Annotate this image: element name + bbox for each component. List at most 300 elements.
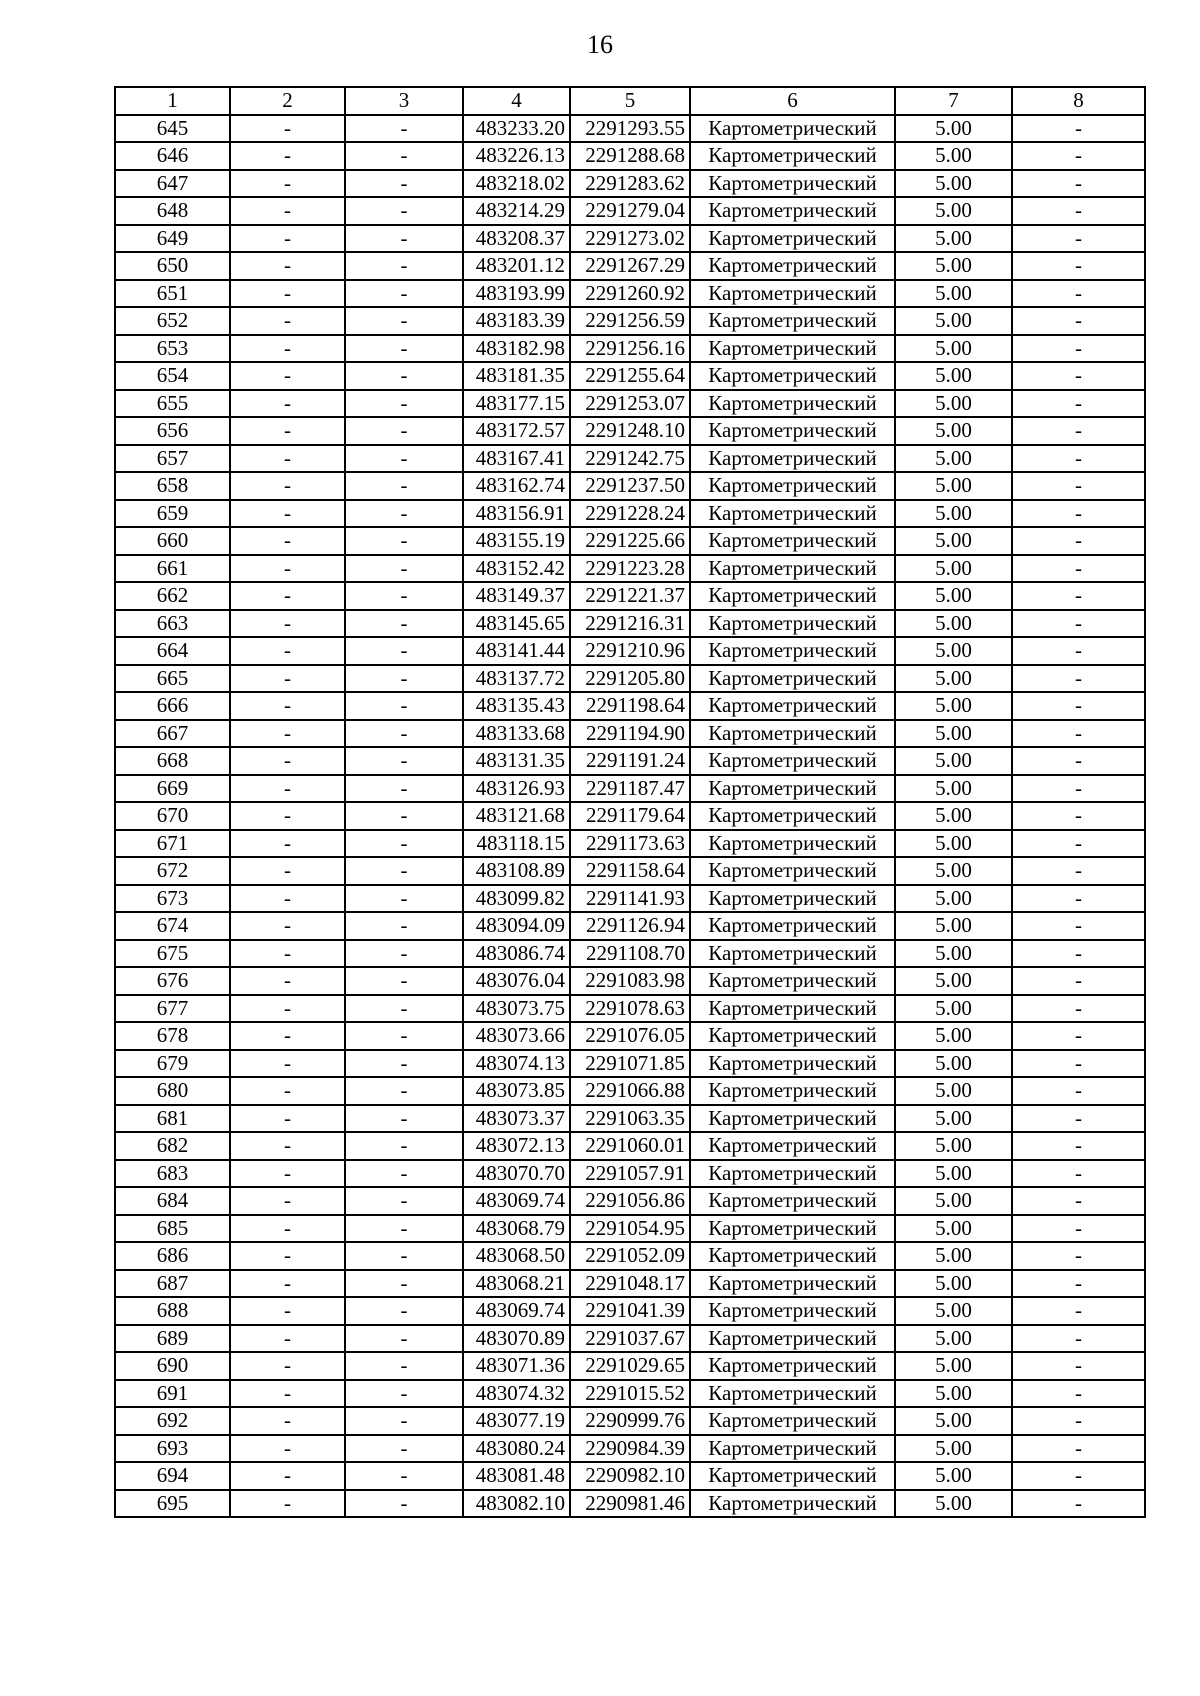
table-row [115,830,1145,858]
table-row [115,747,1145,775]
point-number-cell: 647 [115,170,230,198]
col3-cell: - [345,830,463,858]
col8-cell: - [1012,940,1145,968]
col2-cell: - [230,747,345,775]
point-number-cell: 662 [115,582,230,610]
point-number-cell: 669 [115,775,230,803]
point-number-cell: 648 [115,197,230,225]
x-coordinate-cell: 483070.89 [463,1325,570,1353]
point-number-cell: 690 [115,1352,230,1380]
accuracy-cell: 5.00 [895,802,1012,830]
method-cell: Картометрический [690,1132,895,1160]
point-number-cell: 671 [115,830,230,858]
col2-cell: - [230,142,345,170]
col3-cell: - [345,500,463,528]
col2-cell: - [230,1380,345,1408]
x-coordinate-cell: 483068.50 [463,1242,570,1270]
method-cell: Картометрический [690,335,895,363]
col8-cell: - [1012,1352,1145,1380]
col3-cell: - [345,527,463,555]
col2-cell: - [230,417,345,445]
col2-cell: - [230,555,345,583]
col8-cell: - [1012,720,1145,748]
col3-cell: - [345,1160,463,1188]
method-cell: Картометрический [690,1242,895,1270]
col2-cell: - [230,582,345,610]
col3-cell: - [345,445,463,473]
y-coordinate-cell: 2291194.90 [570,720,690,748]
accuracy-cell: 5.00 [895,1407,1012,1435]
col2-cell: - [230,775,345,803]
table-row [115,1050,1145,1078]
table-row [115,1242,1145,1270]
table-row [115,1132,1145,1160]
point-number-cell: 658 [115,472,230,500]
table-row [115,857,1145,885]
method-cell: Картометрический [690,857,895,885]
x-coordinate-cell: 483068.21 [463,1270,570,1298]
y-coordinate-cell: 2290981.46 [570,1490,690,1518]
accuracy-cell: 5.00 [895,1270,1012,1298]
method-cell: Картометрический [690,912,895,940]
y-coordinate-cell: 2291037.67 [570,1325,690,1353]
y-coordinate-cell: 2291205.80 [570,665,690,693]
col2-cell: - [230,1435,345,1463]
y-coordinate-cell: 2291248.10 [570,417,690,445]
x-coordinate-cell: 483135.43 [463,692,570,720]
col8-cell: - [1012,335,1145,363]
x-coordinate-cell: 483208.37 [463,225,570,253]
col8-cell: - [1012,362,1145,390]
col3-cell: - [345,1077,463,1105]
point-number-cell: 673 [115,885,230,913]
point-number-cell: 689 [115,1325,230,1353]
col3-cell: - [345,225,463,253]
point-number-cell: 663 [115,610,230,638]
col3-cell: - [345,967,463,995]
x-coordinate-cell: 483126.93 [463,775,570,803]
point-number-cell: 675 [115,940,230,968]
coordinates-table [114,86,1146,1518]
col2-cell: - [230,1325,345,1353]
col8-cell: - [1012,170,1145,198]
y-coordinate-cell: 2291141.93 [570,885,690,913]
col3-cell: - [345,362,463,390]
y-coordinate-cell: 2291078.63 [570,995,690,1023]
y-coordinate-cell: 2291216.31 [570,610,690,638]
col3-cell: - [345,555,463,583]
x-coordinate-cell: 483201.12 [463,252,570,280]
x-coordinate-cell: 483226.13 [463,142,570,170]
accuracy-cell: 5.00 [895,665,1012,693]
accuracy-cell: 5.00 [895,1325,1012,1353]
x-coordinate-cell: 483214.29 [463,197,570,225]
method-cell: Картометрический [690,1352,895,1380]
x-coordinate-cell: 483183.39 [463,307,570,335]
table-header-row [115,87,1145,115]
col3-cell: - [345,775,463,803]
col2-cell: - [230,1187,345,1215]
x-coordinate-cell: 483108.89 [463,857,570,885]
method-cell: Картометрический [690,1215,895,1243]
col8-cell: - [1012,225,1145,253]
col2-cell: - [230,857,345,885]
col2-cell: - [230,472,345,500]
y-coordinate-cell: 2291283.62 [570,170,690,198]
col8-cell: - [1012,830,1145,858]
accuracy-cell: 5.00 [895,335,1012,363]
col3-cell: - [345,115,463,143]
point-number-cell: 651 [115,280,230,308]
col8-cell: - [1012,1462,1145,1490]
col8-cell: - [1012,1022,1145,1050]
method-cell: Картометрический [690,995,895,1023]
y-coordinate-cell: 2291057.91 [570,1160,690,1188]
x-coordinate-cell: 483073.66 [463,1022,570,1050]
y-coordinate-cell: 2291158.64 [570,857,690,885]
y-coordinate-cell: 2291242.75 [570,445,690,473]
col8-cell: - [1012,1132,1145,1160]
col8-cell: - [1012,1297,1145,1325]
y-coordinate-cell: 2291191.24 [570,747,690,775]
x-coordinate-cell: 483118.15 [463,830,570,858]
table-row [115,197,1145,225]
point-number-cell: 653 [115,335,230,363]
col2-cell: - [230,500,345,528]
x-coordinate-cell: 483070.70 [463,1160,570,1188]
col2-cell: - [230,390,345,418]
accuracy-cell: 5.00 [895,1242,1012,1270]
method-cell: Картометрический [690,307,895,335]
col2-cell: - [230,225,345,253]
point-number-cell: 655 [115,390,230,418]
y-coordinate-cell: 2291288.68 [570,142,690,170]
point-number-cell: 677 [115,995,230,1023]
col8-cell: - [1012,252,1145,280]
x-coordinate-cell: 483073.75 [463,995,570,1023]
col2-cell: - [230,637,345,665]
col3-cell: - [345,720,463,748]
method-cell: Картометрический [690,1490,895,1518]
x-coordinate-cell: 483162.74 [463,472,570,500]
y-coordinate-cell: 2291179.64 [570,802,690,830]
table-row [115,665,1145,693]
point-number-cell: 667 [115,720,230,748]
col2-cell: - [230,830,345,858]
x-coordinate-cell: 483177.15 [463,390,570,418]
y-coordinate-cell: 2291076.05 [570,1022,690,1050]
col8-cell: - [1012,1215,1145,1243]
accuracy-cell: 5.00 [895,912,1012,940]
col3-cell: - [345,610,463,638]
table-row [115,142,1145,170]
table-row [115,1325,1145,1353]
method-cell: Картометрический [690,115,895,143]
accuracy-cell: 5.00 [895,197,1012,225]
col2-cell: - [230,252,345,280]
accuracy-cell: 5.00 [895,1050,1012,1078]
col8-cell: - [1012,527,1145,555]
table-row [115,1380,1145,1408]
col2-cell: - [230,335,345,363]
col8-cell: - [1012,197,1145,225]
y-coordinate-cell: 2291279.04 [570,197,690,225]
table-row [115,280,1145,308]
col2-cell: - [230,362,345,390]
method-cell: Картометрический [690,142,895,170]
x-coordinate-cell: 483121.68 [463,802,570,830]
accuracy-cell: 5.00 [895,720,1012,748]
y-coordinate-cell: 2291273.02 [570,225,690,253]
page-number: 16 [587,30,613,59]
point-number-cell: 682 [115,1132,230,1160]
accuracy-cell: 5.00 [895,1187,1012,1215]
y-coordinate-cell: 2291056.86 [570,1187,690,1215]
col3-cell: - [345,1462,463,1490]
table-row [115,692,1145,720]
col8-cell: - [1012,967,1145,995]
col8-cell: - [1012,802,1145,830]
method-cell: Картометрический [690,1297,895,1325]
accuracy-cell: 5.00 [895,362,1012,390]
accuracy-cell: 5.00 [895,280,1012,308]
col2-cell: - [230,1242,345,1270]
method-cell: Картометрический [690,527,895,555]
col2-cell: - [230,1462,345,1490]
accuracy-cell: 5.00 [895,445,1012,473]
y-coordinate-cell: 2290984.39 [570,1435,690,1463]
col3-cell: - [345,1050,463,1078]
point-number-cell: 687 [115,1270,230,1298]
point-number-cell: 659 [115,500,230,528]
x-coordinate-cell: 483086.74 [463,940,570,968]
table-row [115,1215,1145,1243]
method-cell: Картометрический [690,830,895,858]
col2-cell: - [230,1407,345,1435]
column-header-6: 6 [690,87,895,115]
x-coordinate-cell: 483072.13 [463,1132,570,1160]
x-coordinate-cell: 483233.20 [463,115,570,143]
x-coordinate-cell: 483068.79 [463,1215,570,1243]
col8-cell: - [1012,390,1145,418]
col8-cell: - [1012,637,1145,665]
col2-cell: - [230,1270,345,1298]
y-coordinate-cell: 2291071.85 [570,1050,690,1078]
column-header-7: 7 [895,87,1012,115]
col8-cell: - [1012,1187,1145,1215]
column-header-5: 5 [570,87,690,115]
col3-cell: - [345,1132,463,1160]
accuracy-cell: 5.00 [895,582,1012,610]
y-coordinate-cell: 2291223.28 [570,555,690,583]
point-number-cell: 654 [115,362,230,390]
accuracy-cell: 5.00 [895,940,1012,968]
method-cell: Картометрический [690,775,895,803]
table-row [115,1105,1145,1133]
x-coordinate-cell: 483081.48 [463,1462,570,1490]
col2-cell: - [230,170,345,198]
accuracy-cell: 5.00 [895,967,1012,995]
table-row [115,307,1145,335]
point-number-cell: 686 [115,1242,230,1270]
table-row [115,720,1145,748]
col2-cell: - [230,1160,345,1188]
method-cell: Картометрический [690,472,895,500]
table-row [115,610,1145,638]
col2-cell: - [230,527,345,555]
x-coordinate-cell: 483074.32 [463,1380,570,1408]
accuracy-cell: 5.00 [895,417,1012,445]
col3-cell: - [345,995,463,1023]
col3-cell: - [345,1215,463,1243]
x-coordinate-cell: 483080.24 [463,1435,570,1463]
accuracy-cell: 5.00 [895,225,1012,253]
y-coordinate-cell: 2291256.16 [570,335,690,363]
accuracy-cell: 5.00 [895,1077,1012,1105]
col8-cell: - [1012,1435,1145,1463]
col8-cell: - [1012,1160,1145,1188]
table-row [115,1077,1145,1105]
point-number-cell: 676 [115,967,230,995]
y-coordinate-cell: 2291187.47 [570,775,690,803]
method-cell: Картометрический [690,885,895,913]
table-row [115,445,1145,473]
table-row [115,912,1145,940]
accuracy-cell: 5.00 [895,500,1012,528]
y-coordinate-cell: 2291126.94 [570,912,690,940]
x-coordinate-cell: 483094.09 [463,912,570,940]
method-cell: Картометрический [690,720,895,748]
point-number-cell: 666 [115,692,230,720]
column-header-2: 2 [230,87,345,115]
x-coordinate-cell: 483141.44 [463,637,570,665]
col2-cell: - [230,445,345,473]
col8-cell: - [1012,857,1145,885]
col2-cell: - [230,1215,345,1243]
y-coordinate-cell: 2291015.52 [570,1380,690,1408]
method-cell: Картометрический [690,1462,895,1490]
method-cell: Картометрический [690,665,895,693]
x-coordinate-cell: 483069.74 [463,1297,570,1325]
method-cell: Картометрический [690,747,895,775]
x-coordinate-cell: 483074.13 [463,1050,570,1078]
col3-cell: - [345,857,463,885]
method-cell: Картометрический [690,967,895,995]
point-number-cell: 664 [115,637,230,665]
col3-cell: - [345,390,463,418]
col8-cell: - [1012,472,1145,500]
table-row [115,967,1145,995]
col3-cell: - [345,885,463,913]
method-cell: Картометрический [690,692,895,720]
col2-cell: - [230,1297,345,1325]
point-number-cell: 668 [115,747,230,775]
table-row [115,335,1145,363]
accuracy-cell: 5.00 [895,1022,1012,1050]
y-coordinate-cell: 2291253.07 [570,390,690,418]
accuracy-cell: 5.00 [895,1380,1012,1408]
point-number-cell: 694 [115,1462,230,1490]
table-body [115,115,1145,1518]
table-row [115,472,1145,500]
point-number-cell: 649 [115,225,230,253]
y-coordinate-cell: 2291173.63 [570,830,690,858]
y-coordinate-cell: 2291256.59 [570,307,690,335]
accuracy-cell: 5.00 [895,142,1012,170]
accuracy-cell: 5.00 [895,747,1012,775]
col2-cell: - [230,692,345,720]
accuracy-cell: 5.00 [895,307,1012,335]
method-cell: Картометрический [690,1050,895,1078]
accuracy-cell: 5.00 [895,610,1012,638]
x-coordinate-cell: 483182.98 [463,335,570,363]
table-row [115,500,1145,528]
point-number-cell: 683 [115,1160,230,1188]
table-row [115,527,1145,555]
table-row [115,885,1145,913]
col3-cell: - [345,1242,463,1270]
col3-cell: - [345,802,463,830]
x-coordinate-cell: 483131.35 [463,747,570,775]
col2-cell: - [230,1077,345,1105]
point-number-cell: 657 [115,445,230,473]
point-number-cell: 650 [115,252,230,280]
y-coordinate-cell: 2291029.65 [570,1352,690,1380]
point-number-cell: 695 [115,1490,230,1518]
method-cell: Картометрический [690,1077,895,1105]
col2-cell: - [230,1132,345,1160]
y-coordinate-cell: 2291267.29 [570,252,690,280]
col8-cell: - [1012,1242,1145,1270]
method-cell: Картометрический [690,417,895,445]
col3-cell: - [345,1022,463,1050]
method-cell: Картометрический [690,280,895,308]
method-cell: Картометрический [690,1270,895,1298]
accuracy-cell: 5.00 [895,1297,1012,1325]
col2-cell: - [230,1105,345,1133]
y-coordinate-cell: 2290999.76 [570,1407,690,1435]
col8-cell: - [1012,1077,1145,1105]
accuracy-cell: 5.00 [895,1490,1012,1518]
col8-cell: - [1012,582,1145,610]
point-number-cell: 646 [115,142,230,170]
col3-cell: - [345,170,463,198]
accuracy-cell: 5.00 [895,115,1012,143]
accuracy-cell: 5.00 [895,170,1012,198]
x-coordinate-cell: 483082.10 [463,1490,570,1518]
point-number-cell: 660 [115,527,230,555]
method-cell: Картометрический [690,1380,895,1408]
method-cell: Картометрический [690,1187,895,1215]
x-coordinate-cell: 483145.65 [463,610,570,638]
accuracy-cell: 5.00 [895,995,1012,1023]
col2-cell: - [230,720,345,748]
table-row [115,252,1145,280]
point-number-cell: 674 [115,912,230,940]
x-coordinate-cell: 483149.37 [463,582,570,610]
table-row [115,390,1145,418]
point-number-cell: 652 [115,307,230,335]
y-coordinate-cell: 2291260.92 [570,280,690,308]
col2-cell: - [230,802,345,830]
point-number-cell: 661 [115,555,230,583]
method-cell: Картометрический [690,555,895,583]
col3-cell: - [345,912,463,940]
col3-cell: - [345,940,463,968]
accuracy-cell: 5.00 [895,1352,1012,1380]
table-row [115,555,1145,583]
y-coordinate-cell: 2291221.37 [570,582,690,610]
